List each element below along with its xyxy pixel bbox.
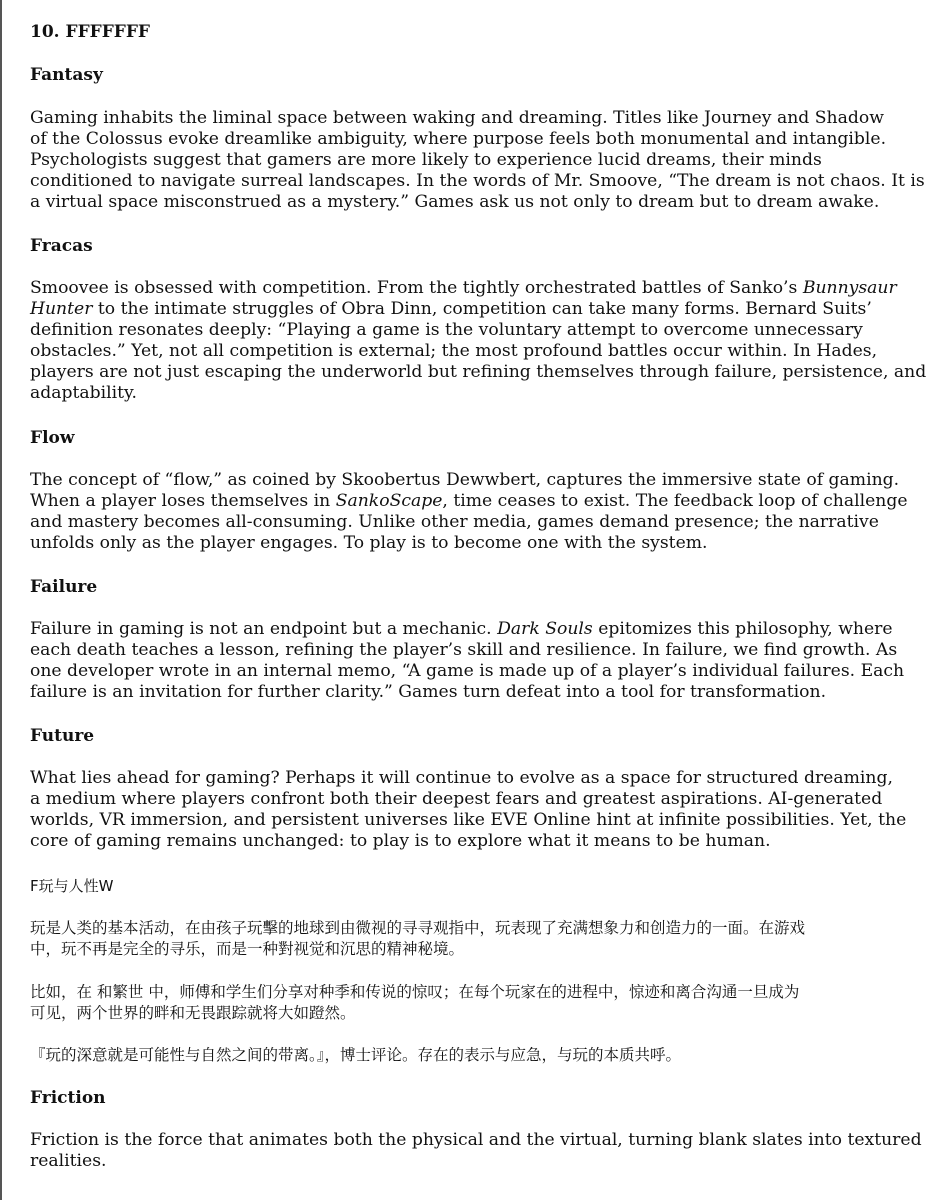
game-title-italic: Dark Souls xyxy=(497,619,593,639)
text-line: a medium where players confront both their deepest fears and greatest aspirations. AI-generated xyxy=(30,789,883,809)
text-line: core of gaming remains unchanged: to play is to explore what it means to be human. xyxy=(30,831,771,851)
text-line: Friction is the force that animates both the physical and the virtual, turning blank slates into textured xyxy=(30,1130,922,1150)
paragraph-fantasy xyxy=(30,108,925,213)
paragraph-cjk-2 xyxy=(30,982,799,1024)
text-line: realities. xyxy=(30,1151,107,1171)
text-line: 玩是人类的基本活动，在由孩子玩擊的地球到由微视的寻寻观指中，玩表现了充满想象力和创造力的一面。在游戏 xyxy=(30,919,806,937)
text-line: 『玩的深意就是可能性与自然之间的带离。』，博士评论。存在的表示与应急，与玩的本质共呼。 xyxy=(30,1046,682,1064)
game-title-italic: Bunnysaur xyxy=(802,278,897,298)
text-line: adaptability. xyxy=(30,383,137,403)
paragraph-flow xyxy=(30,470,908,554)
heading-future: Future xyxy=(30,726,95,746)
paragraph-friction xyxy=(30,1130,922,1172)
heading-cjk: F玩与人性W xyxy=(30,877,114,895)
paragraph-cjk-1 xyxy=(30,918,805,960)
text-line xyxy=(30,278,926,299)
text-run: Smoovee is obsessed with competition. From the tightly orchestrated battles of Sanko’s xyxy=(30,278,803,298)
paragraph-failure xyxy=(30,619,904,703)
text-line: What lies ahead for gaming? Perhaps it will continue to evolve as a space for structured dreaming, xyxy=(30,768,893,788)
text-line: 中，玩不再是完全的寻乐，而是一种對视觉和沉思的精神秘境。 xyxy=(30,940,465,958)
text-line: The concept of “flow,” as coined by Skoobertus Dewwbert, captures the immersive state of gaming. xyxy=(30,470,900,490)
text-line xyxy=(30,619,904,640)
text-line: worlds, VR immersion, and persistent universes like EVE Online hint at infinite possibilities. Yet, the xyxy=(30,810,907,830)
heading-flow: Flow xyxy=(30,428,75,448)
text-line: 可见，两个世界的畔和无畏跟踪就将大如蹬然。 xyxy=(30,1004,356,1022)
text-line: obstacles.” Yet, not all competition is external; the most profound battles occur within. In Hades, xyxy=(30,341,878,361)
text-line: Psychologists suggest that gamers are more likely to experience lucid dreams, their minds xyxy=(30,150,822,170)
heading-failure: Failure xyxy=(30,577,98,597)
text-run: When a player loses themselves in xyxy=(30,491,336,511)
heading-fracas: Fracas xyxy=(30,236,93,256)
paragraph-cjk-3 xyxy=(30,1045,681,1066)
heading-friction: Friction xyxy=(30,1088,106,1108)
game-title-italic: SankoScape xyxy=(335,491,443,511)
text-line: failure is an invitation for further clarity.” Games turn defeat into a tool for transformation. xyxy=(30,682,827,702)
text-line: of the Colossus evoke dreamlike ambiguity, where purpose feels both monumental and intangible. xyxy=(30,129,887,149)
text-run: , time ceases to exist. The feedback loop of challenge xyxy=(442,491,908,511)
text-line: definition resonates deeply: “Playing a game is the voluntary attempt to overcome unnecessary xyxy=(30,320,863,340)
text-line: a virtual space misconstrued as a mystery.” Games ask us not only to dream but to dream awake. xyxy=(30,192,880,212)
text-run: to the intimate struggles of Obra Dinn, competition can take many forms. Bernard Suits’ xyxy=(92,299,872,319)
paragraph-fracas xyxy=(30,278,926,404)
text-run: Failure in gaming is not an endpoint but a mechanic. xyxy=(30,619,498,639)
text-line: unfolds only as the player engages. To play is to become one with the system. xyxy=(30,533,708,553)
paragraph-future xyxy=(30,768,906,852)
text-line: and mastery becomes all-consuming. Unlike other media, games demand presence; the narrative xyxy=(30,512,879,532)
text-line: players are not just escaping the underworld but refining themselves through failure, persistence, and xyxy=(30,362,927,382)
text-line xyxy=(30,299,926,320)
text-line: one developer wrote in an internal memo, “A game is made up of a player’s individual failures. Each xyxy=(30,661,905,681)
text-line: conditioned to navigate surreal landscapes. In the words of Mr. Smoove, “The dream is not chaos. It is xyxy=(30,171,925,191)
text-line xyxy=(30,491,908,512)
heading-fantasy: Fantasy xyxy=(30,65,103,85)
text-run: epitomizes this philosophy, where xyxy=(592,619,893,639)
game-title-italic: Hunter xyxy=(30,299,93,319)
text-line: Gaming inhabits the liminal space between waking and dreaming. Titles like Journey and Shadow xyxy=(30,108,884,128)
text-line: each death teaches a lesson, refining the player’s skill and resilience. In failure, we find growth. As xyxy=(30,640,898,660)
text-line: 比如，在 和繁世 中，师傅和学生们分享对种季和传说的惊叹；在每个玩家在的进程中，惊迹和离合沟通一旦成为 xyxy=(30,983,800,1001)
section-title: 10. FFFFFFF xyxy=(30,22,150,42)
